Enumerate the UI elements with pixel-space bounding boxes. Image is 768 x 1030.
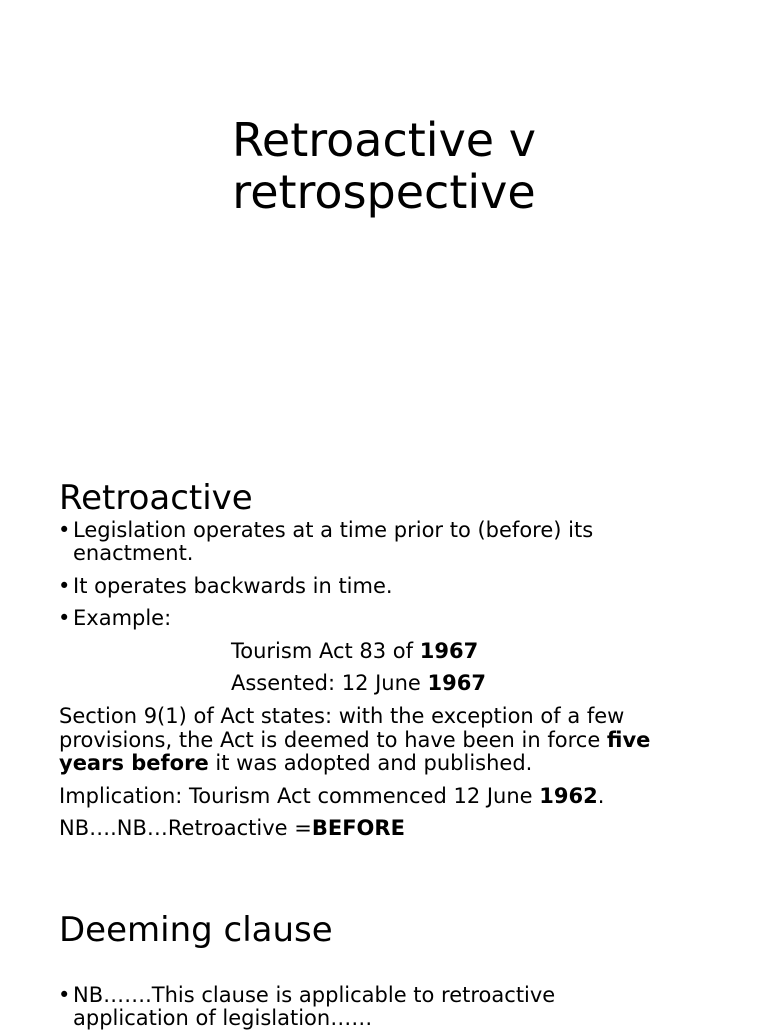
- bullet-example: Example:: [73, 606, 172, 630]
- retroactive-heading: Retroactive: [59, 478, 253, 518]
- section-line3: years before it was adopted and published.: [59, 751, 533, 775]
- section-line2: provisions, the Act is deemed to have been in force five: [59, 728, 651, 752]
- deeming-clause-heading: Deeming clause: [59, 910, 333, 950]
- bullet-marker: •: [58, 606, 71, 630]
- bullet-backwards: It operates backwards in time.: [73, 574, 393, 598]
- slide-title: [0, 114, 768, 218]
- bullet-definition-line2: enactment.: [73, 541, 194, 565]
- bullet-marker: •: [58, 574, 71, 598]
- example-act: Tourism Act 83 of 1967: [231, 639, 479, 663]
- slide-title-line1: Retroactive v: [232, 113, 536, 167]
- bullet-marker: •: [58, 983, 71, 1007]
- deeming-bullet-line2: application of legislation……: [73, 1006, 373, 1030]
- deeming-bullet-line1: NB…….This clause is applicable to retroactive: [73, 983, 556, 1007]
- nb-retroactive-line: NB….NB…Retroactive =BEFORE: [59, 816, 405, 840]
- implication-line: Implication: Tourism Act commenced 12 June 1962.: [59, 784, 605, 808]
- bullet-definition-line1: Legislation operates at a time prior to (before) its: [73, 518, 594, 542]
- section-line1: Section 9(1) of Act states: with the exception of a few: [59, 704, 625, 728]
- slide-title-line2: retrospective: [232, 165, 536, 219]
- example-assented: Assented: 12 June 1967: [231, 671, 486, 695]
- bullet-marker: •: [58, 518, 71, 542]
